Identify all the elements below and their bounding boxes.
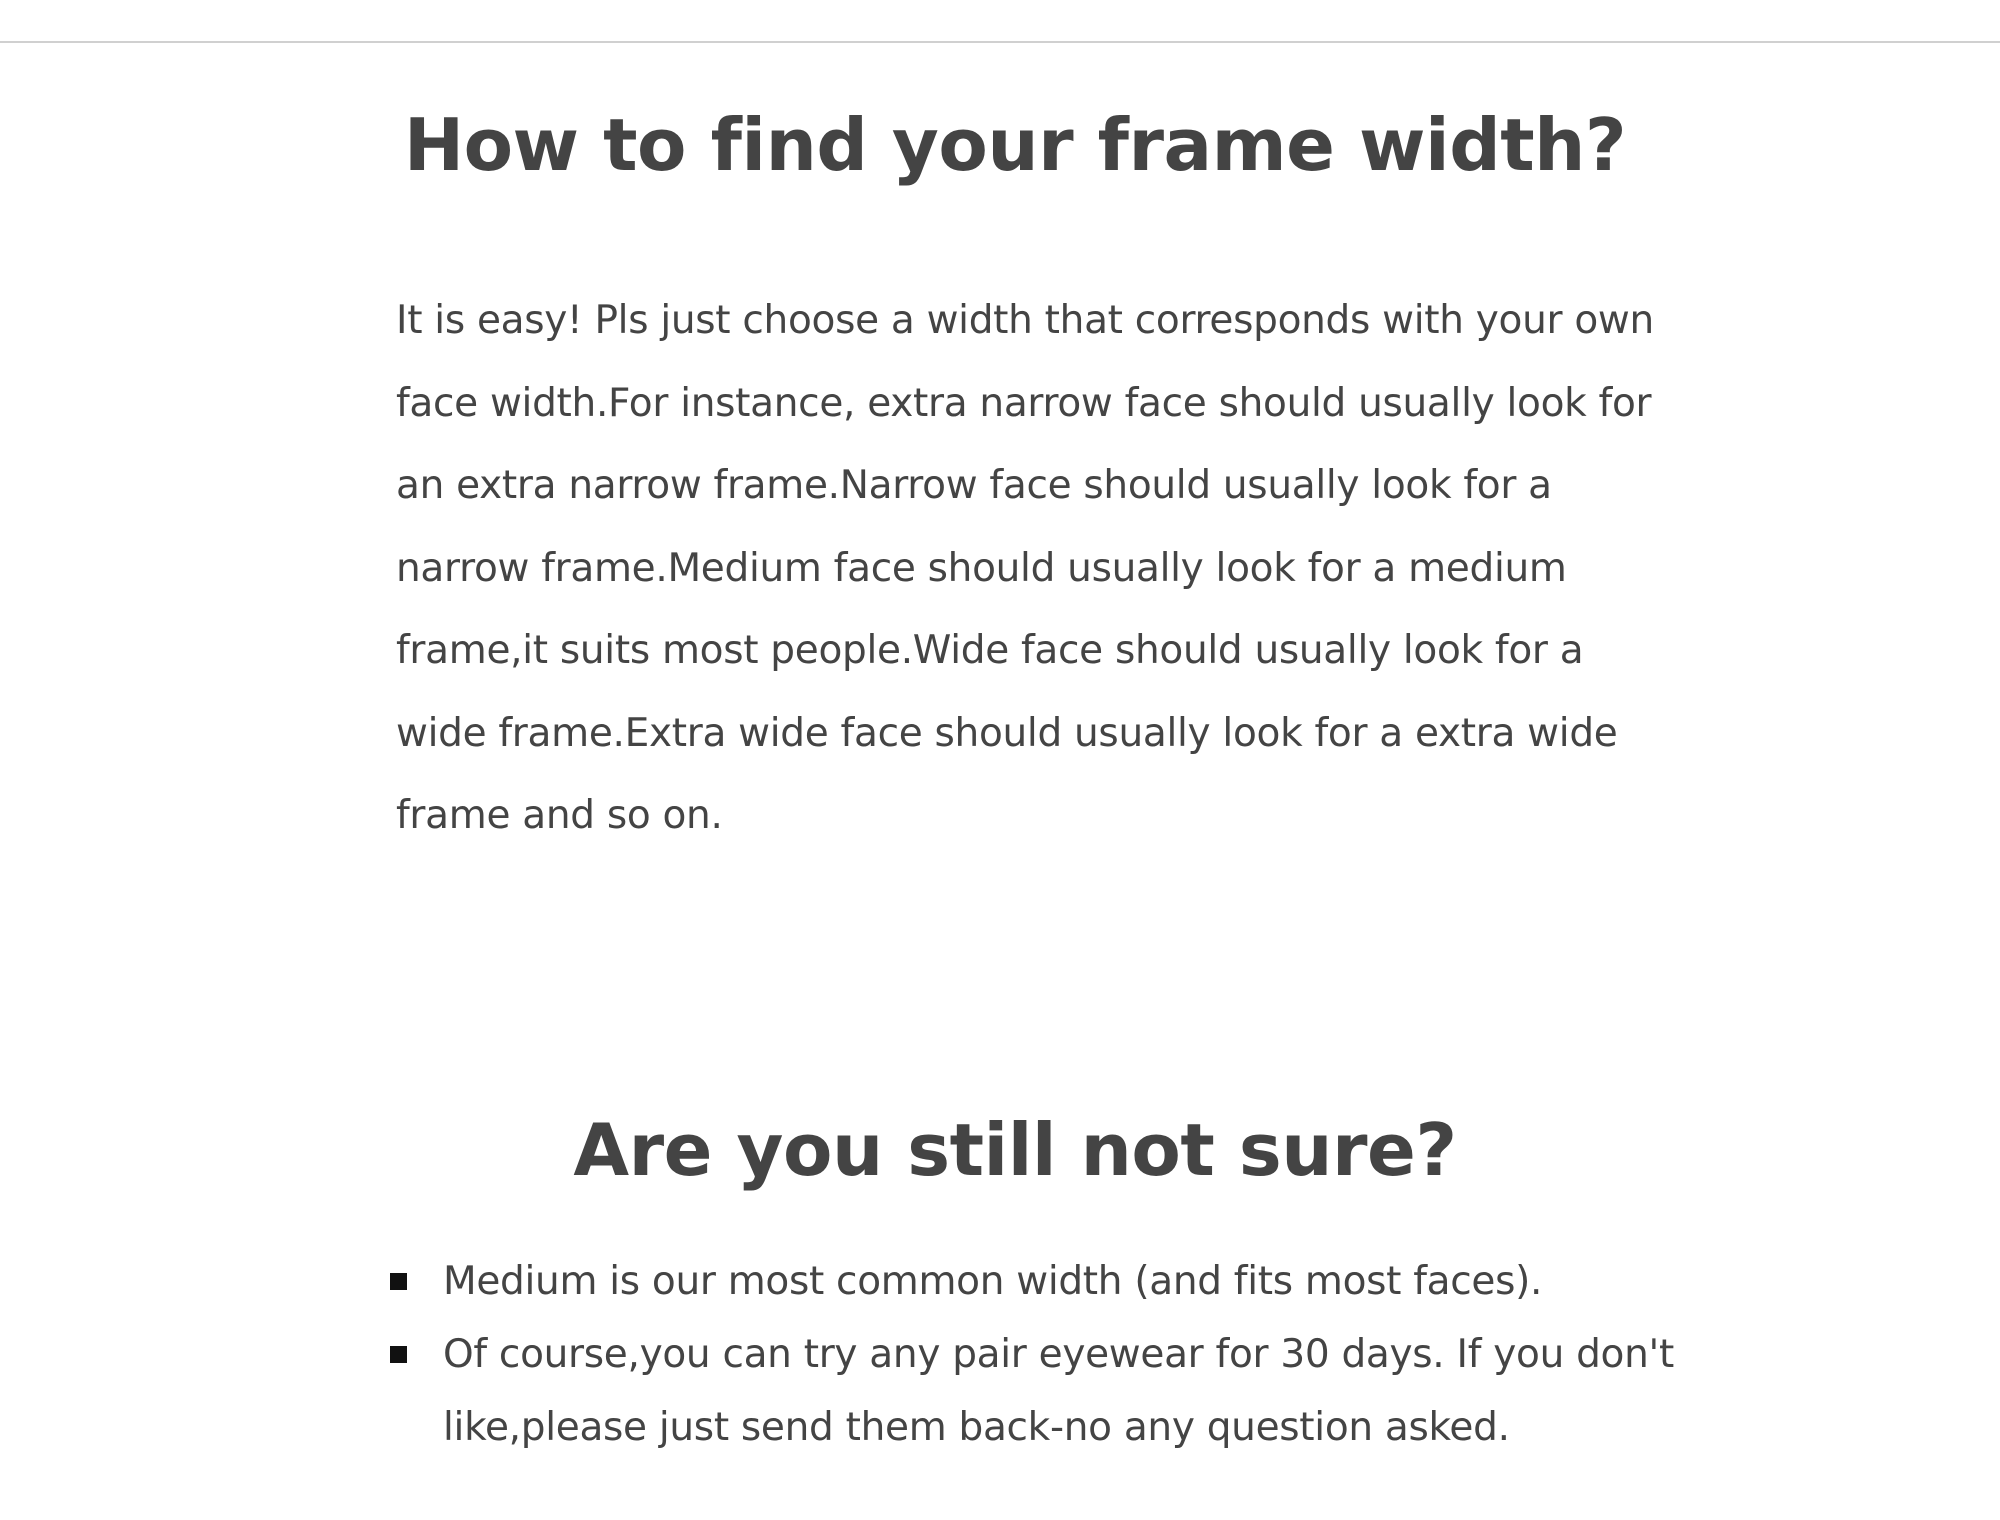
list-item-text: Medium is our most common width (and fits most faces).: [443, 1259, 1543, 1304]
frame-width-explanation: It is easy! Pls just choose a width that corresponds with your own face width.For instance, extra narrow face should usually look for an extra narrow frame.Narrow face should usually look for a narrow frame.Medium face should usually look for a medium frame,it suits most people.Wide face should usually look for a wide frame.Extra wide face should usually look for a extra wide frame and so on.: [396, 298, 1654, 838]
list-item: [385, 1318, 1685, 1464]
list-item: [385, 1245, 1685, 1318]
frame-width-heading: How to find your frame width?: [403, 103, 1627, 187]
still-not-sure-heading: Are you still not sure?: [573, 1108, 1457, 1192]
list-item-text: Of course,you can try any pair eyewear for 30 days. If you don't like,please just send them back-no any question asked.: [443, 1332, 1674, 1450]
frame-width-section: [0, 100, 2000, 190]
tips-list: [385, 1245, 1685, 1464]
still-not-sure-section: [0, 1105, 2000, 1195]
square-bullet-icon: [390, 1273, 407, 1290]
top-divider: [0, 41, 2000, 43]
square-bullet-icon: [390, 1346, 407, 1363]
